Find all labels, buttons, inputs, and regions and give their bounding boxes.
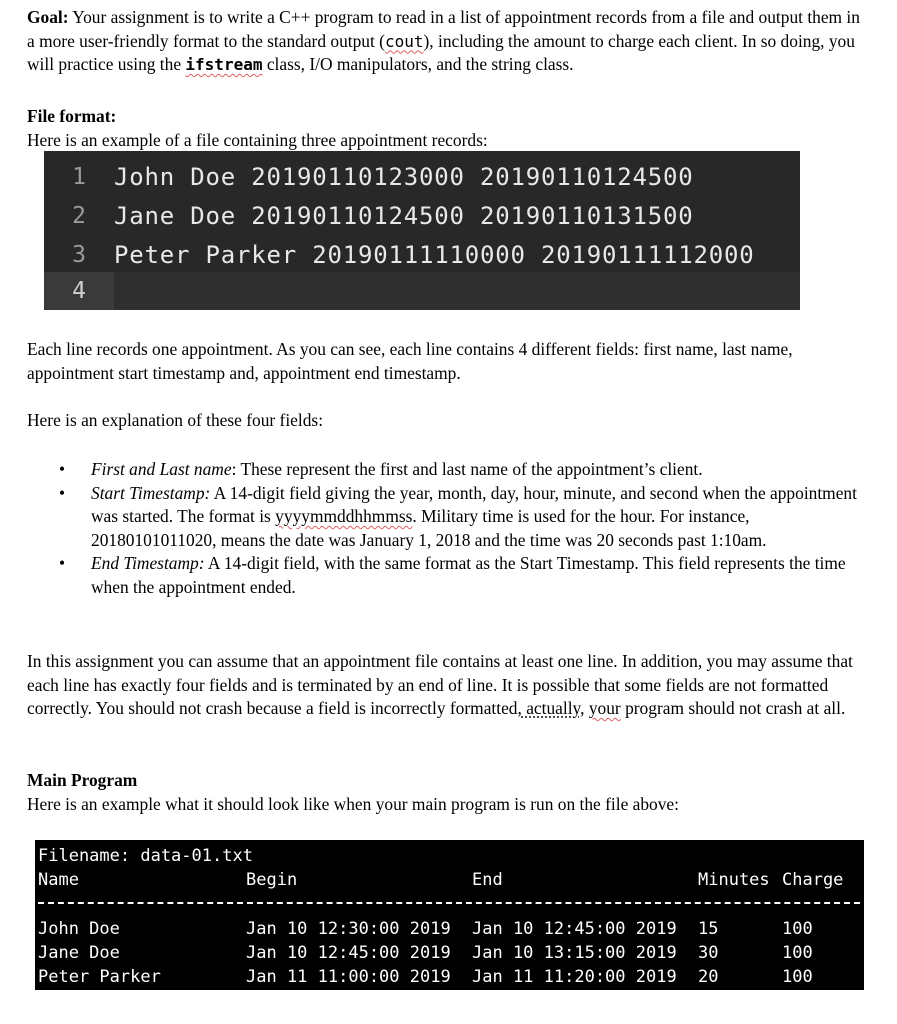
row-begin: Jan 11 11:00:00 2019 — [246, 967, 451, 987]
each-line-paragraph — [27, 338, 860, 385]
code-editor — [44, 151, 800, 310]
bullet-name-field — [27, 458, 860, 482]
row-name: John Doe — [38, 919, 120, 939]
row-end: Jan 10 13:15:00 2019 — [472, 943, 677, 963]
line-number-active: 4 — [44, 272, 114, 310]
header-charge: Charge — [782, 870, 844, 890]
bullet-text: : These represent the first and last name of the appointment’s client. — [231, 459, 703, 479]
terminal-output — [35, 840, 864, 990]
row-charge: 100 — [782, 919, 813, 939]
file-format-heading: File format: — [27, 106, 117, 126]
row-name: Peter Parker — [38, 967, 161, 987]
goal-label: Goal: — [27, 7, 69, 27]
goal-text-3: class, I/O manipulators, and the string class. — [262, 54, 574, 74]
header-end: End — [472, 870, 503, 890]
assume-your: your — [588, 698, 621, 718]
explanation-intro — [27, 409, 860, 433]
explanation-text: Here is an explanation of these four fields: — [27, 410, 324, 430]
row-minutes: 30 — [698, 943, 719, 963]
line-number: 2 — [72, 203, 86, 229]
code-line: John Doe 20190110123000 20190110124500 — [114, 163, 694, 191]
code-line: Peter Parker 20190111110000 20190111112000 — [114, 241, 755, 269]
header-divider — [38, 902, 860, 904]
field-bullets — [27, 458, 860, 599]
format-string: yyyymmddhhmmss — [275, 506, 413, 526]
assume-actually: , actually, — [517, 698, 585, 718]
line-number: 3 — [72, 242, 86, 268]
bullet-text: A 14-digit field giving the year, month, day, hour, minute, and second when the appointment was started. The format is — [91, 482, 857, 526]
bullet-dot: • — [59, 459, 66, 479]
row-begin: Jan 10 12:30:00 2019 — [246, 919, 451, 939]
assumptions-paragraph — [27, 650, 860, 721]
cout-code: cout — [384, 31, 424, 51]
row-minutes: 15 — [698, 919, 719, 939]
file-format-intro: Here is an example of a file containing three appointment records: — [27, 129, 488, 150]
file-format-section — [27, 105, 860, 152]
ifstream-code: ifstream — [185, 55, 263, 74]
assume-text: In this assignment you can assume that an appointment file contains at least one line. In addition, you may assume that each line has exactly four fields and is terminated by an end of line. It is possible that some fields are not formatted correctly. You should not crash because a field is incorrectly formatted — [27, 651, 853, 718]
row-end: Jan 11 11:20:00 2019 — [472, 967, 677, 987]
bullet-term: First and Last name — [91, 459, 232, 479]
line-number: 1 — [72, 164, 86, 190]
goal-paragraph — [27, 6, 860, 77]
bullet-dot: • — [59, 482, 66, 503]
assume-rest: program should not crash at all. — [620, 698, 846, 718]
main-program-section — [27, 769, 860, 816]
bullet-dot: • — [59, 553, 66, 573]
code-line: Jane Doe 20190110124500 20190110131500 — [114, 202, 694, 230]
bullet-start-timestamp — [27, 482, 860, 553]
row-minutes: 20 — [698, 967, 719, 987]
current-line-highlight — [114, 272, 800, 310]
goal-text-1: Your assignment is to write a C++ program to read in a list of appointment records from a file and output them in a more user-friendly format to the standard output ( — [27, 7, 860, 51]
row-name: Jane Doe — [38, 943, 120, 963]
main-program-heading: Main Program — [27, 770, 138, 790]
row-end: Jan 10 12:45:00 2019 — [472, 919, 677, 939]
main-program-intro: Here is an example what it should look like when your main program is run on the file above: — [27, 793, 679, 814]
header-minutes: Minutes — [698, 870, 770, 890]
bullet-term: Start Timestamp: — [91, 482, 211, 503]
row-charge: 100 — [782, 967, 813, 987]
bullet-term: End Timestamp: — [91, 553, 205, 573]
header-begin: Begin — [246, 870, 298, 890]
terminal-filename: Filename: data-01.txt — [38, 846, 253, 866]
bullet-text: . Military time is used for the hour. For instance, 20180101011020, means the date was January 1, 2018 and the time was 20 seconds past 1:10am. — [91, 506, 767, 550]
goal-text-2: ), including the amount to charge each client. In so doing, you will practice using the — [27, 30, 855, 74]
row-charge: 100 — [782, 943, 813, 963]
bullet-text: A 14-digit field, with the same format as the Start Timestamp. This field represents the time when the appointment ended. — [91, 553, 846, 597]
each-line-text: Each line records one appointment. As you can see, each line contains 4 different fields: first name, last name, appointment start timestamp and, appointment end timestamp. — [27, 339, 793, 383]
header-name: Name — [38, 870, 79, 890]
row-begin: Jan 10 12:45:00 2019 — [246, 943, 451, 963]
bullet-end-timestamp — [27, 552, 860, 599]
